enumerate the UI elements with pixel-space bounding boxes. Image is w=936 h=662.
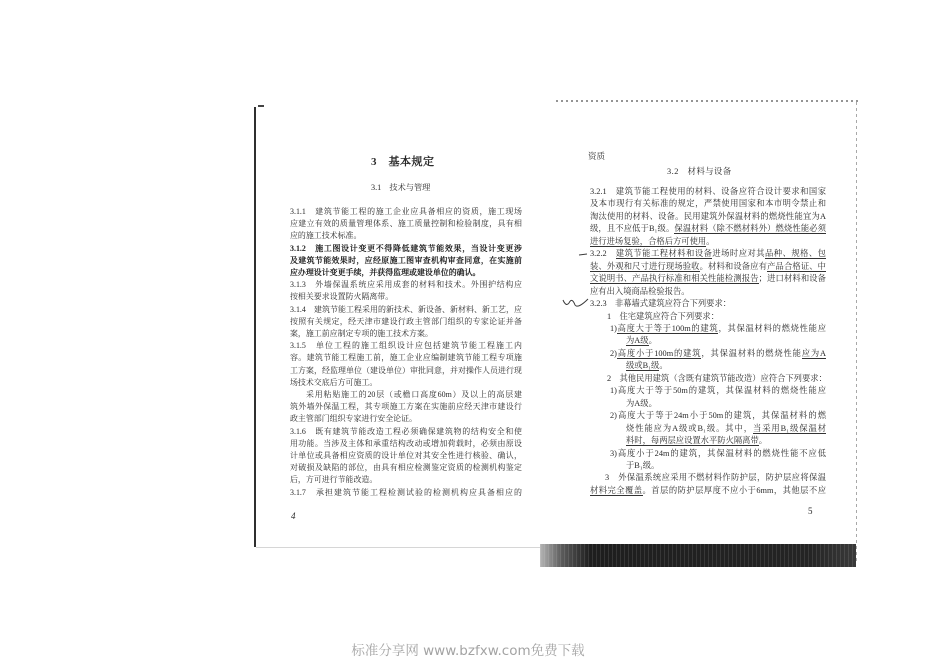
text-line: 应的施工技术标准。 <box>290 231 362 241</box>
handwritten-check-mark <box>563 299 588 306</box>
text-segment: 。 <box>758 436 768 446</box>
text-line: 按照有关规定，经天津市建设行政主管部门组织的专家论证并备 <box>290 316 522 326</box>
text-line: 工方案，经监理单位（建设单位）审批同意，并对操作人员进行现 <box>290 365 522 375</box>
page-number: 5 <box>808 506 813 516</box>
text-line: 容。建筑节能工程施工前，施工企业应编制建筑节能工程专项施 <box>290 353 522 363</box>
text-segment: 于B₁级。 <box>626 460 660 470</box>
chapter-title: 3 基本规定 <box>371 156 435 168</box>
underlined-text: 进行进场复验，合格后方可使用 <box>590 236 707 246</box>
text-line: 3.1.7 承担建筑节能工程检测试验的检测机构应具备相应的 <box>290 487 522 497</box>
text-segment: 淘汰使用的材料、设备。民用建筑外保温材料的燃烧性能宜为A <box>590 211 826 221</box>
underlined-text: 保温材料（除不燃材料外）燃烧性能必须 <box>674 224 826 234</box>
underlined-text: 产品合格证、中 <box>767 261 826 271</box>
text-segment: ，其保温材料的燃烧性能 <box>701 348 802 358</box>
text-line-bold: 及建筑节能效果时，应经原施工图审查机构审查同意，在实施前 <box>290 255 522 265</box>
text-line: 采用粘贴施工的20层（或檐口高度60m）及以上的高层建 <box>306 390 522 400</box>
text-line: 案，施工前应制定专项的施工技术方案。 <box>290 329 433 339</box>
underlined-text: 品种、规格、包 <box>765 249 826 259</box>
text-line: 筑外墙外保温工程，其专项施工方案在实施前应经天津市建设行 <box>290 402 522 412</box>
text-segment: 。 <box>648 336 657 346</box>
text-segment: 及本市现行有关标准的规定，严禁使用国家和本市明令禁止和 <box>590 199 826 209</box>
text-segment: 。 <box>659 361 668 371</box>
underlined-text: 料时，每两层应设置水平防火隔离带 <box>626 436 759 446</box>
text-line: 按相关要求设置防火隔离带。 <box>290 292 394 302</box>
section-title: 3.2 材料与设备 <box>667 167 732 176</box>
text-segment: 3)高度小于24m的建筑，其保温材料的燃烧性能不应低 <box>610 448 826 458</box>
text-segment: 为A级。 <box>626 398 657 408</box>
text-segment: 2 其他民用建筑（含既有建筑节能改造）应符合下列要求： <box>607 373 827 383</box>
section-title: 3.1 技术与管理 <box>371 183 431 192</box>
underlined-text: 材料完全覆盖 <box>590 485 643 495</box>
text-line-bold: 应办理设计变更手续，并获得监理或建设单位的确认。 <box>290 268 481 278</box>
text-segment: 烧性能应为A级或B₁级。其中， <box>626 423 753 433</box>
text-line: 用功能。当涉及主体和承重结构改动或增加荷载时，必须由原设 <box>290 438 522 448</box>
text-segment: 级，且不应低于B₁级。 <box>590 224 675 234</box>
text-line: 3.1.3 外墙保温系统应采用成套的材料和技术。外围护结构应 <box>290 280 522 290</box>
text-segment: 2)高度大于等于24m小于50m的建筑，其保温材料的燃 <box>610 411 826 421</box>
text-line-bold: 3.1.2 施工图设计变更不得降低建筑节能效果，当设计变更涉 <box>290 243 522 253</box>
text-segment: 2) <box>610 348 617 358</box>
text-segment: 3.2.1 建筑节能工程使用的材料、设备应符合设计要求和国家 <box>590 187 826 196</box>
text-line: 3.1.6 既有建筑节能改造工程必须确保建筑物的结构安全和使 <box>290 426 522 436</box>
text-segment: 应有出入境商品检验报告。 <box>590 286 690 296</box>
text-line: 政主管部门组织专家进行安全论证。 <box>290 414 417 424</box>
underlined-text: 高度小于100m的建筑 <box>616 348 702 358</box>
watermark: 标准分享网 www.bzfxw.com免费下载 <box>351 643 585 659</box>
text-segment: 。 <box>706 236 715 246</box>
underlined-text: 应为A <box>801 348 826 358</box>
text-segment: ，其保温材料的燃烧性能应 <box>718 323 826 333</box>
text-line: 3.1.4 建筑节能工程采用的新技术、新设备、新材料、新工艺，应 <box>290 304 522 314</box>
underlined-text: 建筑节能工程材料和设备 <box>615 249 713 259</box>
continued-text: 资质 <box>588 151 606 161</box>
text-segment: ；进口材料和设备 <box>758 274 826 284</box>
handwritten-dash-mark <box>579 254 587 255</box>
text-segment: 进场时应对其 <box>712 249 766 259</box>
underlined-text: 为A级 <box>626 336 649 346</box>
text-segment: 3.2.3 非幕墙式建筑应符合下列要求： <box>590 299 732 309</box>
underlined-text: 当采用B₁级保温材 <box>752 423 826 433</box>
text-segment: 3.2.2 <box>590 249 616 259</box>
underlined-text: 文说明书、产品执行标准和相关性能检测报告 <box>590 274 759 284</box>
underlined-text: 高度大于等于100m的建筑 <box>616 323 719 333</box>
text-line: 后，方可进行节能改造。 <box>290 475 378 485</box>
text-line: 3.1.5 单位工程的施工组织设计应包括建筑节能工程施工内 <box>290 341 522 351</box>
text-segment: 。首层的防护层厚度不应小于6mm，其他层不应 <box>642 485 826 495</box>
text-segment: 。材料和设备应有 <box>699 261 768 271</box>
underlined-text: 装、外观和尺寸进行现场验收 <box>590 261 700 271</box>
text-line: 应建立有效的质量管理体系、施工质量控制和检验制度，具有相 <box>290 219 522 229</box>
text-line: 对破损及缺陷的部位，由具有相应检测鉴定资质的检测机构鉴定 <box>290 463 522 473</box>
page-number: 4 <box>291 511 296 521</box>
text-segment: 3 外保温系统应采用不燃材料作防护层，防护层应将保温 <box>605 473 826 483</box>
text-segment: 1)高度大于等于50m的建筑，其保温材料的燃烧性能应 <box>610 386 826 396</box>
text-segment: 1) <box>610 323 617 333</box>
text-line: 计单位或具备相应资质的设计单位对其安全性进行核验、确认， <box>290 451 522 461</box>
text-segment: 1 住宅建筑应符合下列要求： <box>607 311 720 321</box>
text-line: 场技术交底后方可施工。 <box>290 377 378 387</box>
text-line: 3.1.1 建筑节能工程的施工企业应具备相应的资质，施工现场 <box>290 207 522 216</box>
underlined-text: 级或B₁级 <box>626 361 660 371</box>
